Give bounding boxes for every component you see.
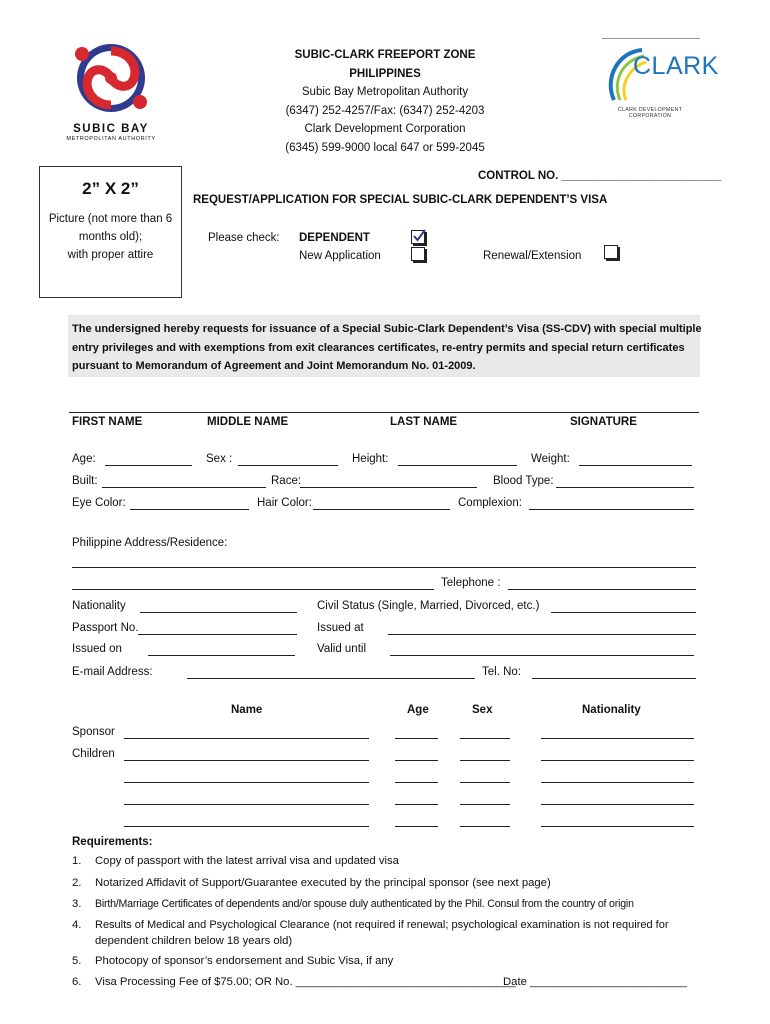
statement-line: entry privileges and with exemptions from exit clearances certificates, re-entry permits and special return certificates bbox=[72, 341, 685, 354]
passport-label: Passport No. bbox=[72, 622, 139, 634]
last-name-header: LAST NAME bbox=[390, 416, 458, 428]
race-label: Race: bbox=[271, 475, 302, 487]
civil-status-field[interactable] bbox=[551, 612, 696, 613]
requirement-number: 3. bbox=[72, 898, 82, 910]
valid-until-label: Valid until bbox=[317, 643, 367, 655]
family-name-header: Name bbox=[231, 704, 263, 716]
sponsor-nationality-field[interactable] bbox=[541, 738, 694, 739]
clark-logo bbox=[600, 38, 719, 120]
header-line: SUBIC-CLARK FREEPORT ZONE bbox=[294, 49, 476, 61]
valid-until-field[interactable] bbox=[390, 655, 694, 656]
new-application-label: New Application bbox=[299, 250, 381, 262]
form-title: REQUEST/APPLICATION FOR SPECIAL SUBIC-CLARK DEPENDENT’S VISA bbox=[193, 194, 608, 206]
photo-note: months old); bbox=[78, 231, 143, 243]
child-name-field[interactable] bbox=[124, 804, 369, 805]
child-nationality-field[interactable] bbox=[541, 782, 694, 783]
child-age-field[interactable] bbox=[395, 760, 438, 761]
child-nationality-field[interactable] bbox=[541, 826, 694, 827]
header-line: PHILIPPINES bbox=[349, 67, 421, 80]
subic-bay-emblem-icon bbox=[66, 40, 156, 118]
sponsor-name-field[interactable] bbox=[124, 738, 369, 739]
built-field[interactable] bbox=[102, 487, 266, 488]
complexion-label: Complexion: bbox=[458, 497, 522, 509]
photo-box[interactable] bbox=[39, 166, 182, 298]
child-sex-field[interactable] bbox=[460, 782, 510, 783]
subic-bay-logo bbox=[66, 40, 156, 142]
weight-field[interactable] bbox=[579, 465, 692, 466]
issued-on-label: Issued on bbox=[72, 643, 122, 655]
family-sex-header: Sex bbox=[472, 704, 493, 716]
please-check-label: Please check: bbox=[208, 232, 280, 244]
clark-logo-sub: CLARK DEVELOPMENT CORPORATION bbox=[617, 107, 683, 119]
age-label: Age: bbox=[72, 453, 96, 465]
child-nationality-field[interactable] bbox=[541, 760, 694, 761]
check-mark-icon bbox=[412, 229, 426, 243]
new-application-checkbox[interactable] bbox=[411, 247, 425, 261]
address-field[interactable] bbox=[72, 589, 434, 590]
requirement-number: 2. bbox=[72, 877, 82, 889]
race-field[interactable] bbox=[300, 487, 477, 488]
complexion-field[interactable] bbox=[529, 509, 694, 510]
child-name-field[interactable] bbox=[124, 782, 369, 783]
telephone-label: Telephone : bbox=[441, 577, 501, 589]
statement-line: The undersigned hereby requests for issuance of a Special Subic-Clark Dependent’s Visa (SS-CDV) with special multiple bbox=[72, 323, 702, 335]
blood-type-label: Blood Type: bbox=[493, 475, 554, 487]
name-line[interactable] bbox=[69, 412, 699, 413]
photo-size: 2” X 2” bbox=[82, 179, 139, 198]
first-name-header: FIRST NAME bbox=[72, 416, 143, 428]
tel-no-label: Tel. No: bbox=[482, 666, 521, 678]
statement-line: pursuant to Memorandum of Agreement and Joint Memorandum No. 01-2009. bbox=[72, 360, 476, 372]
child-age-field[interactable] bbox=[395, 782, 438, 783]
child-sex-field[interactable] bbox=[460, 826, 510, 827]
age-field[interactable] bbox=[105, 465, 192, 466]
header-line: (6347) 252-4257/Fax: (6347) 252-4203 bbox=[285, 104, 485, 117]
header-line: Subic Bay Metropolitan Authority bbox=[301, 86, 469, 98]
requirement-item bbox=[72, 918, 712, 933]
signature-header: SIGNATURE bbox=[570, 416, 637, 428]
clark-logo-rule bbox=[602, 38, 700, 39]
dependent-checkbox[interactable] bbox=[411, 230, 425, 244]
requirement-item bbox=[72, 854, 702, 869]
weight-label: Weight: bbox=[531, 453, 570, 465]
requirement-item bbox=[72, 954, 702, 969]
child-name-field[interactable] bbox=[124, 826, 369, 827]
requirement-item bbox=[72, 876, 702, 891]
tel-no-field[interactable] bbox=[532, 678, 696, 679]
requirement-number: 1. bbox=[72, 855, 82, 867]
clark-logo-name: CLARK bbox=[633, 52, 719, 80]
height-label: Height: bbox=[352, 453, 389, 465]
requirement-text: Results of Medical and Psychological Clearance (not required if renewal; psychological examination is not required for bbox=[95, 919, 669, 931]
date-field[interactable]: Date _________________________ bbox=[503, 976, 688, 988]
sponsor-label: Sponsor bbox=[72, 726, 115, 738]
statement-box bbox=[68, 315, 700, 377]
hair-color-label: Hair Color: bbox=[257, 497, 312, 509]
passport-field[interactable] bbox=[138, 634, 297, 635]
issued-at-field[interactable] bbox=[388, 634, 696, 635]
control-number: CONTROL NO. _________________________ bbox=[478, 170, 722, 182]
civil-status-label: Civil Status (Single, Married, Divorced, etc.) bbox=[317, 600, 540, 612]
header-line: Clark Development Corporation bbox=[304, 123, 466, 135]
requirement-number: 6. bbox=[72, 976, 82, 988]
family-age-header: Age bbox=[407, 704, 429, 716]
child-age-field[interactable] bbox=[395, 804, 438, 805]
requirement-text: Birth/Marriage Certificates of dependents and/or spouse duly authenticated by the Phil. Consul from the country of origin bbox=[95, 898, 634, 910]
requirement-number: 5. bbox=[72, 955, 82, 967]
nationality-label: Nationality bbox=[72, 600, 126, 612]
children-label: Children bbox=[72, 748, 115, 760]
email-field[interactable] bbox=[187, 678, 475, 679]
subic-bay-logo-name: SUBIC BAY bbox=[73, 123, 149, 135]
height-field[interactable] bbox=[398, 465, 517, 466]
address-label: Philippine Address/Residence: bbox=[72, 537, 228, 549]
eye-color-label: Eye Color: bbox=[72, 497, 126, 509]
photo-note: Picture (not more than 6 bbox=[48, 213, 173, 225]
child-sex-field[interactable] bbox=[460, 760, 510, 761]
sex-field[interactable] bbox=[238, 465, 338, 466]
email-label: E-mail Address: bbox=[72, 666, 153, 678]
hair-color-field[interactable] bbox=[313, 509, 450, 510]
blood-type-field[interactable] bbox=[556, 487, 694, 488]
child-age-field[interactable] bbox=[395, 826, 438, 827]
address-field[interactable] bbox=[72, 567, 696, 568]
photo-note: with proper attire bbox=[67, 249, 154, 261]
renewal-label: Renewal/Extension bbox=[483, 250, 582, 262]
issued-on-field[interactable] bbox=[148, 655, 295, 656]
requirement-text: Notarized Affidavit of Support/Guarantee executed by the principal sponsor (see next page) bbox=[95, 877, 551, 889]
requirement-text: Visa Processing Fee of $75.00; OR No. ___________________________________ bbox=[95, 976, 516, 988]
nationality-field[interactable] bbox=[140, 612, 297, 613]
sex-label: Sex : bbox=[206, 453, 233, 465]
built-label: Built: bbox=[72, 475, 98, 487]
requirement-text-continued: dependent children below 18 years old) bbox=[95, 935, 293, 947]
requirements-title: Requirements: bbox=[72, 836, 153, 848]
requirement-number: 4. bbox=[72, 919, 82, 931]
requirement-text: Photocopy of sponsor’s endorsement and Subic Visa, if any bbox=[95, 955, 394, 967]
requirement-item bbox=[72, 897, 712, 912]
family-nationality-header: Nationality bbox=[582, 704, 641, 716]
dependent-label: DEPENDENT bbox=[299, 232, 370, 244]
child-name-field[interactable] bbox=[124, 760, 369, 761]
middle-name-header: MIDDLE NAME bbox=[207, 416, 289, 428]
telephone-field[interactable] bbox=[508, 589, 696, 590]
child-nationality-field[interactable] bbox=[541, 804, 694, 805]
sponsor-age-field[interactable] bbox=[395, 738, 438, 739]
issued-at-label: Issued at bbox=[317, 622, 364, 634]
header-line: (6345) 599-9000 local 647 or 599-2045 bbox=[285, 141, 485, 154]
child-sex-field[interactable] bbox=[460, 804, 510, 805]
header-block bbox=[235, 46, 535, 157]
requirement-text: Copy of passport with the latest arrival visa and updated visa bbox=[95, 855, 399, 867]
renewal-checkbox[interactable] bbox=[604, 245, 618, 259]
sponsor-sex-field[interactable] bbox=[460, 738, 510, 739]
eye-color-field[interactable] bbox=[130, 509, 249, 510]
subic-bay-logo-sub: METROPOLITAN AUTHORITY bbox=[66, 136, 156, 142]
